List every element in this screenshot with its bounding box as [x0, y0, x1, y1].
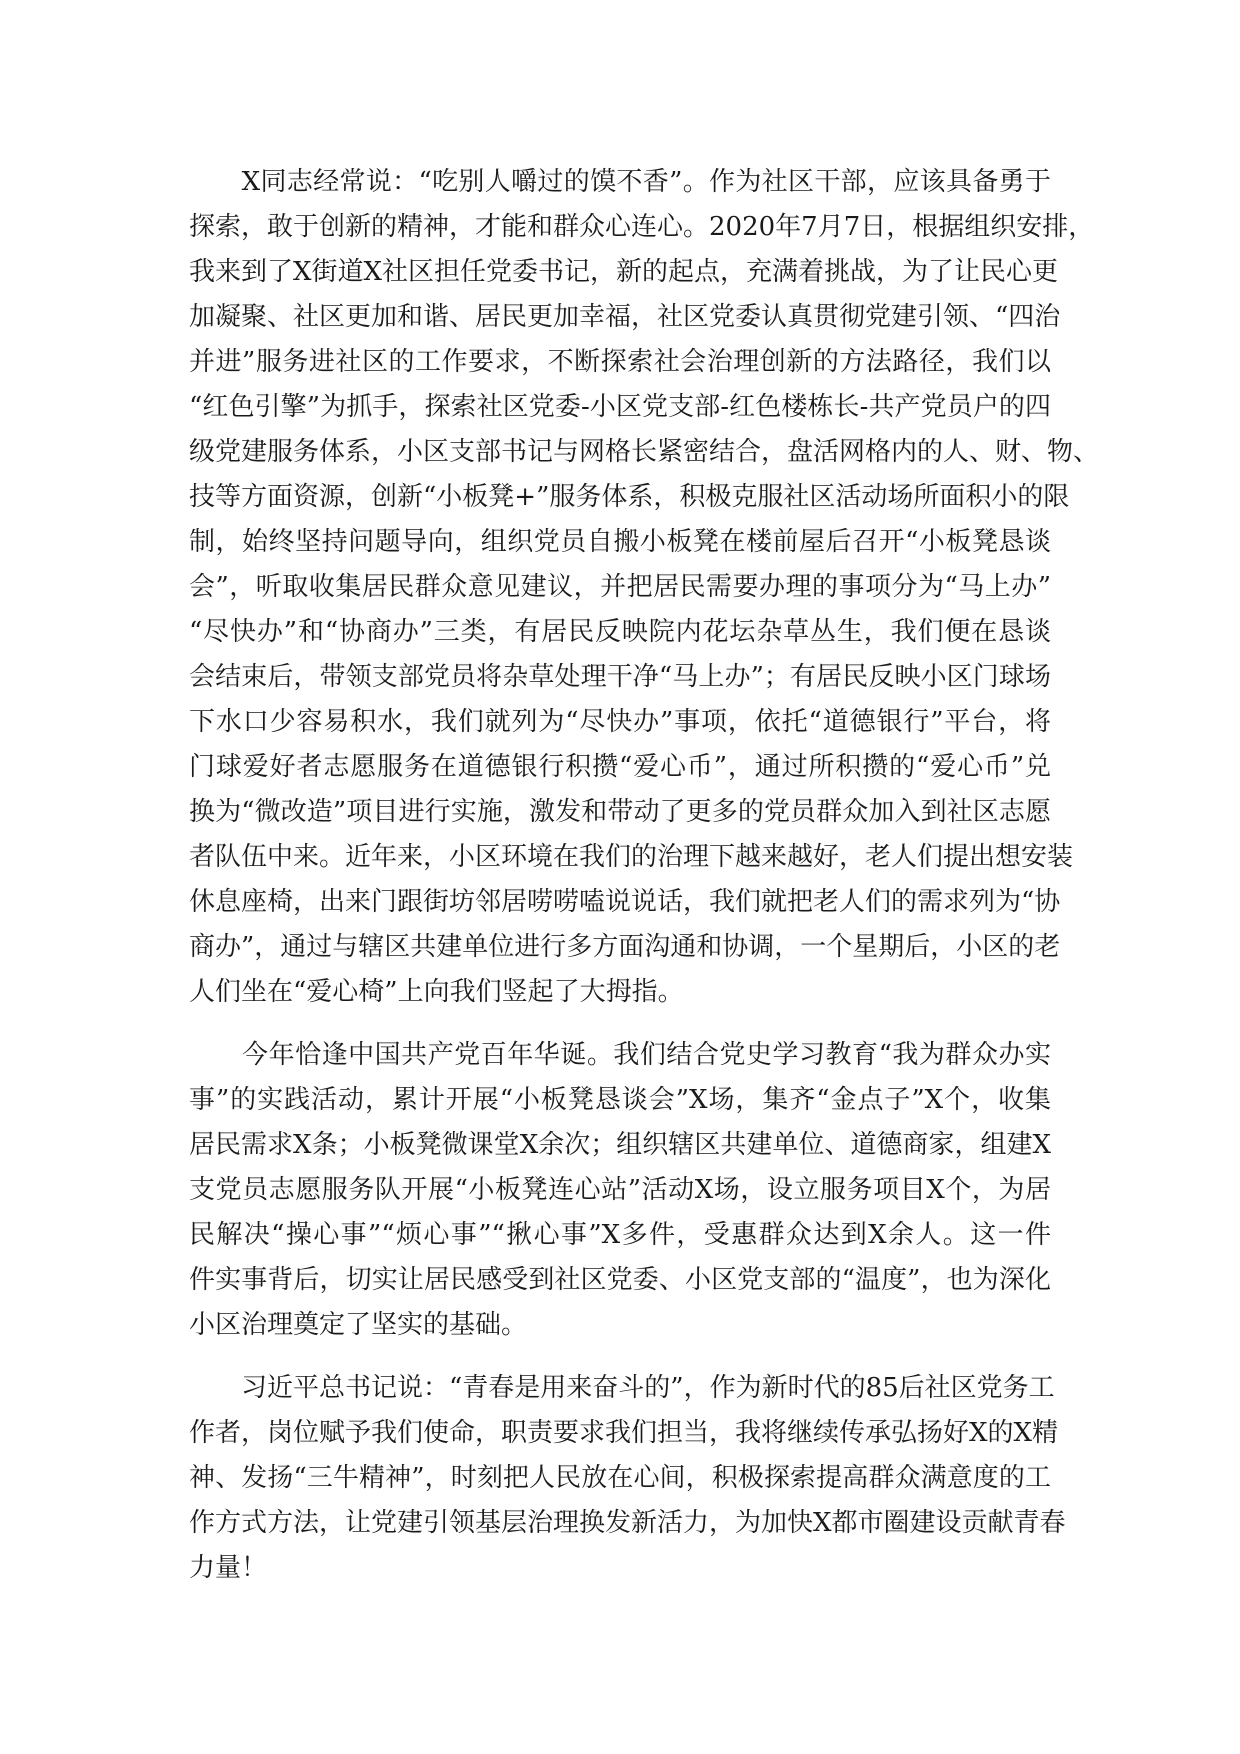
- text-line: 门球爱好者志愿服务在道德银行积攒“爱心币”，通过所积攒的“爱心币”兑: [189, 752, 1051, 782]
- text-line: 事”的实践活动，累计开展“小板凳恳谈会”X场，集齐“金点子”X个，收集: [189, 1085, 1051, 1115]
- text-line: 今年恰逢中国共产党百年华诞。我们结合党史学习教育“我为群众办实: [189, 1040, 1051, 1070]
- text-line: 商办”，通过与辖区共建单位进行多方面沟通和协调，一个星期后，小区的老: [189, 932, 1061, 962]
- text-line: 探索，敢于创新的精神，才能和群众心连心。2020年7月7日，根据组织安排，: [189, 212, 1095, 242]
- text-line: 会结束后，带领支部党员将杂草处理干净“马上办”；有居民反映小区门球场: [189, 662, 1051, 692]
- text-line: 制，始终坚持问题导向，组织党员自搬小板凳在楼前屋后召开“小板凳恳谈: [189, 527, 1051, 557]
- text-line: X同志经常说：“吃别人嚼过的馍不香”。作为社区干部，应该具备勇于: [189, 167, 1051, 197]
- text-line: 作方式方法，让党建引领基层治理换发新活力，为加快X都市圈建设贡献青春: [189, 1508, 1066, 1538]
- text-line: 我来到了X街道X社区担任党委书记，新的起点，充满着挑战，为了让民心更: [189, 257, 1059, 287]
- paragraph-1: [189, 160, 1100, 1015]
- text-line: 支党员志愿服务队开展“小板凳连心站”活动X场，设立服务项目X个，为居: [189, 1175, 1051, 1205]
- text-line: 件实事背后，切实让居民感受到社区党委、小区党支部的“温度”，也为深化: [189, 1265, 1051, 1295]
- text-line: “红色引擎”为抓手，探索社区党委-小区党支部-红色楼栋长-共产党员户的四: [189, 392, 1051, 422]
- paragraph-3: [189, 1366, 1066, 1591]
- text-line: 并进”服务进社区的工作要求，不断探索社会治理创新的方法路径，我们以: [189, 347, 1051, 377]
- text-line: 力量！: [189, 1553, 268, 1583]
- text-line: 休息座椅，出来门跟街坊邻居唠唠嗑说说话，我们就把老人们的需求列为“协: [189, 887, 1061, 917]
- text-line: 小区治理奠定了坚实的基础。: [189, 1310, 528, 1340]
- text-line: 者队伍中来。近年来，小区环境在我们的治理下越来越好，老人们提出想安装: [189, 842, 1074, 872]
- text-line: 人们坐在“爱心椅”上向我们竖起了大拇指。: [189, 977, 684, 1007]
- text-line: 级党建服务体系，小区支部书记与网格长紧密结合，盘活网格内的人、财、物、: [189, 437, 1100, 467]
- text-line: 作者，岗位赋予我们使命，职责要求我们担当，我将继续传承弘扬好X的X精: [189, 1418, 1059, 1448]
- text-line: 居民需求X条；小板凳微课堂X余次；组织辖区共建单位、道德商家，组建X: [189, 1130, 1051, 1160]
- text-line: 下水口少容易积水，我们就列为“尽快办”事项，依托“道德银行”平台，将: [189, 707, 1051, 737]
- text-line: 加凝聚、社区更加和谐、居民更加幸福，社区党委认真贯彻党建引领、“四治: [189, 302, 1061, 332]
- document-body: [189, 160, 1100, 1609]
- paragraph-2: [189, 1033, 1051, 1348]
- text-line: “尽快办”和“协商办”三类，有居民反映院内花坛杂草丛生，我们便在恳谈: [189, 617, 1051, 647]
- text-line: 换为“微改造”项目进行实施，激发和带动了更多的党员群众加入到社区志愿: [189, 797, 1051, 827]
- text-line: 技等方面资源，创新“小板凳+”服务体系，积极克服社区活动场所面积小的限: [189, 482, 1070, 512]
- text-line: 会”，听取收集居民群众意见建议，并把居民需要办理的事项分为“马上办”: [189, 572, 1051, 602]
- text-line: 民解决“操心事”“烦心事”“揪心事”X多件，受惠群众达到X余人。这一件: [189, 1220, 1051, 1250]
- text-line: 习近平总书记说：“青春是用来奋斗的”，作为新时代的85后社区党务工: [189, 1373, 1055, 1403]
- text-line: 神、发扬“三牛精神”，时刻把人民放在心间，积极探索提高群众满意度的工: [189, 1463, 1051, 1493]
